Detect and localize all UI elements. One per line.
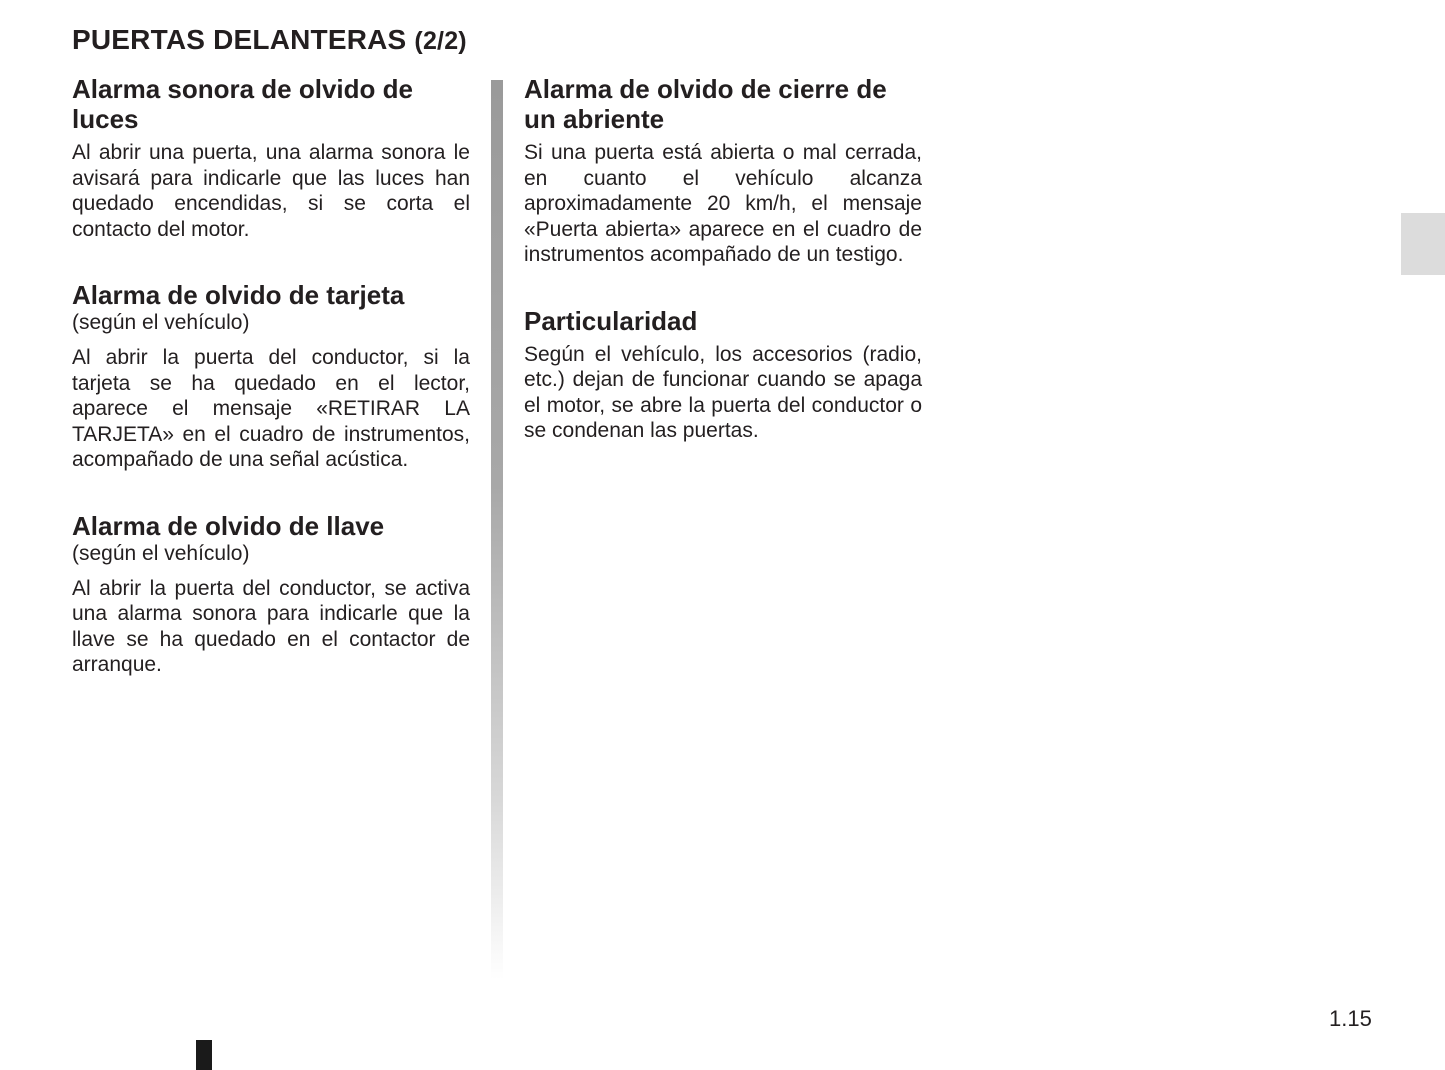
section-heading: Alarma sonora de olvido de luces xyxy=(72,74,413,134)
section-luces xyxy=(72,74,470,242)
right-column xyxy=(524,74,922,482)
section-abriente xyxy=(524,74,922,268)
section-heading: Alarma de olvido de tarjeta xyxy=(72,280,405,310)
left-column xyxy=(72,74,470,716)
section-heading: Alarma de olvido de llave xyxy=(72,510,385,541)
section-body: Si una puerta está abierta o mal cerrada, en cuanto el vehículo alcanza aproximadamente 20 km/h, el mensaje «Puerta abierta» aparece en el cuadro de instrumentos acompañado de un testigo. xyxy=(524,141,922,266)
section-heading: Particularidad xyxy=(524,305,698,336)
page-title-text: PUERTAS DELANTERAS xyxy=(72,24,407,55)
chapter-tab xyxy=(1401,213,1445,275)
section-llave xyxy=(72,511,470,678)
column-divider xyxy=(491,80,503,980)
section-heading: Alarma de olvido de cierre de un abriente xyxy=(524,74,887,134)
section-body: Al abrir la puerta del conductor, si la tarjeta se ha quedado en el lector, aparece el mensaje «RETIRAR LA TARJETA» en el cuadro de instrumentos, acompañado de una señal acústica. xyxy=(72,346,470,471)
section-body: Según el vehículo, los accesorios (radio, etc.) dejan de funcionar cuando se apaga el motor, se abre la puerta del conductor o se condenan las puertas. xyxy=(524,342,922,442)
page-title-part: (2/2) xyxy=(414,27,467,55)
section-particularidad xyxy=(524,306,922,444)
section-tarjeta xyxy=(72,280,470,473)
section-note: (según el vehículo) xyxy=(72,541,250,565)
page-title xyxy=(72,24,467,56)
page-number: 1.15 xyxy=(1329,1006,1372,1031)
page-marker xyxy=(196,1040,212,1070)
section-body: Al abrir la puerta del conductor, se activa una alarma sonora para indicarle que la llave se ha quedado en el contactor de arranque. xyxy=(72,576,470,676)
section-note: (según el vehículo) xyxy=(72,311,250,334)
section-body: Al abrir una puerta, una alarma sonora le avisará para indicarle que las luces han quedado encendidas, si se corta el contacto del motor. xyxy=(72,141,470,241)
